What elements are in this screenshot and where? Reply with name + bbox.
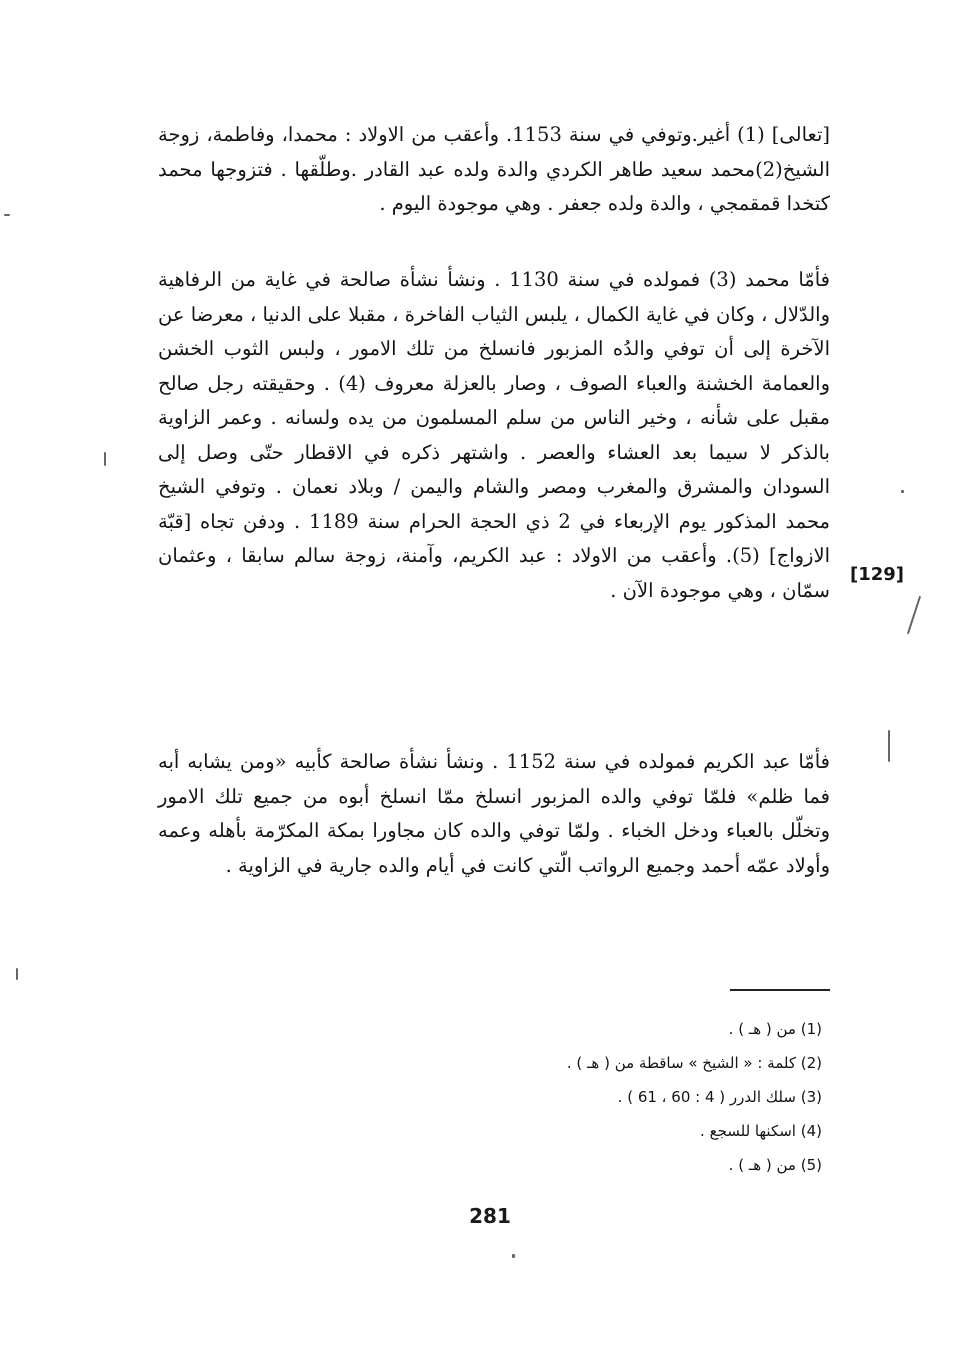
body-paragraph-3 (158, 745, 830, 883)
scan-speck (16, 968, 18, 980)
scan-speck (907, 596, 921, 635)
footnote-item: (2) كلمة : « الشيخ » ساقطة من ( هـ ) . (566, 1054, 822, 1072)
footnote-item: (3) سلك الدرر ( 4 : 60 ، 61 ) . (617, 1088, 822, 1106)
paragraph-text: [تعالى] (1) أغير.وتوفي في سنة 1153. وأعقب من الاولاد : محمدا، وفاطمة، زوجة الشيخ(2)محمد سعيد طاهر الكردي والدة ولده عبد القادر .وطلّقها . فتزوجها محمد كتخدا قمقمجي ، والدة ولده جعفر . وهي موجودة اليوم . (158, 123, 830, 215)
body-paragraph-2 (158, 263, 830, 608)
page-number: 281 (469, 1204, 511, 1228)
footnote-item: (4) اسكنها للسجع . (700, 1122, 822, 1140)
paragraph-text: فأمّا محمد (3) فمولده في سنة 1130 . ونشأ نشأة صالحة في غاية من الرفاهية والدّلال ، وكان في غاية الكمال ، يلبس الثياب الفاخرة ، مقبلا على الدنيا ، معرضا عن الآخرة إلى أن توفي والدُه المزبور فانسلخ من تلك الامور ، ولبس الثوب الخشن والعمامة الخشنة والعباء الصوف ، وصار بالعزلة معروف (4) . وحقيقته رجل صالح مقبل على شأنه ، وخير الناس من سلم المسلمون من يده ولسانه . وعمر الزاوية بالذكر لا سيما بعد العشاء والعصر . واشتهر ذكره في الاقطار حتّى وصل إلى السودان والمشرق والمغرب ومصر والشام واليمن / وبلاد نعمان . وتوفي الشيخ محمد المذكور يوم الإربعاء في 2 ذي الحجة الحرام سنة 1189 . ودفن تجاه [قبّة الازواج] (5). وأعقب من الاولاد : عبد الكريم، وآمنة، زوجة سالم سابقا ، وعثمان سمّان ، وهي موجودة الآن . (158, 268, 830, 602)
footnote-separator (730, 989, 830, 991)
scan-speck (901, 490, 904, 493)
scan-speck (104, 452, 106, 466)
paragraph-text: فأمّا عبد الكريم فمولده في سنة 1152 . ونشأ نشأة صالحة كأبيه «ومن يشابه أبه فما ظلم» فلمّا توفي والده المزبور انسلخ ممّا انسلخ أبوه من جميع تلك الامور وتخلّل بالعباء ودخل الخباء . ولمّا توفي والده كان مجاورا بمكة المكرّمة بأهله وعمه وأولاد عمّه أحمد وجميع الرواتب الّتي كانت في أيام والده جارية في الزاوية . (158, 750, 830, 877)
footnote-item: (1) من ( هـ ) . (728, 1020, 822, 1038)
footnotes-list (300, 1012, 822, 1182)
scan-speck (512, 1254, 515, 1258)
scan-speck (888, 730, 890, 762)
body-paragraph-1 (158, 118, 830, 222)
scan-speck (4, 214, 10, 216)
margin-page-reference: [129] (850, 564, 905, 585)
footnote-item: (5) من ( هـ ) . (728, 1156, 822, 1174)
